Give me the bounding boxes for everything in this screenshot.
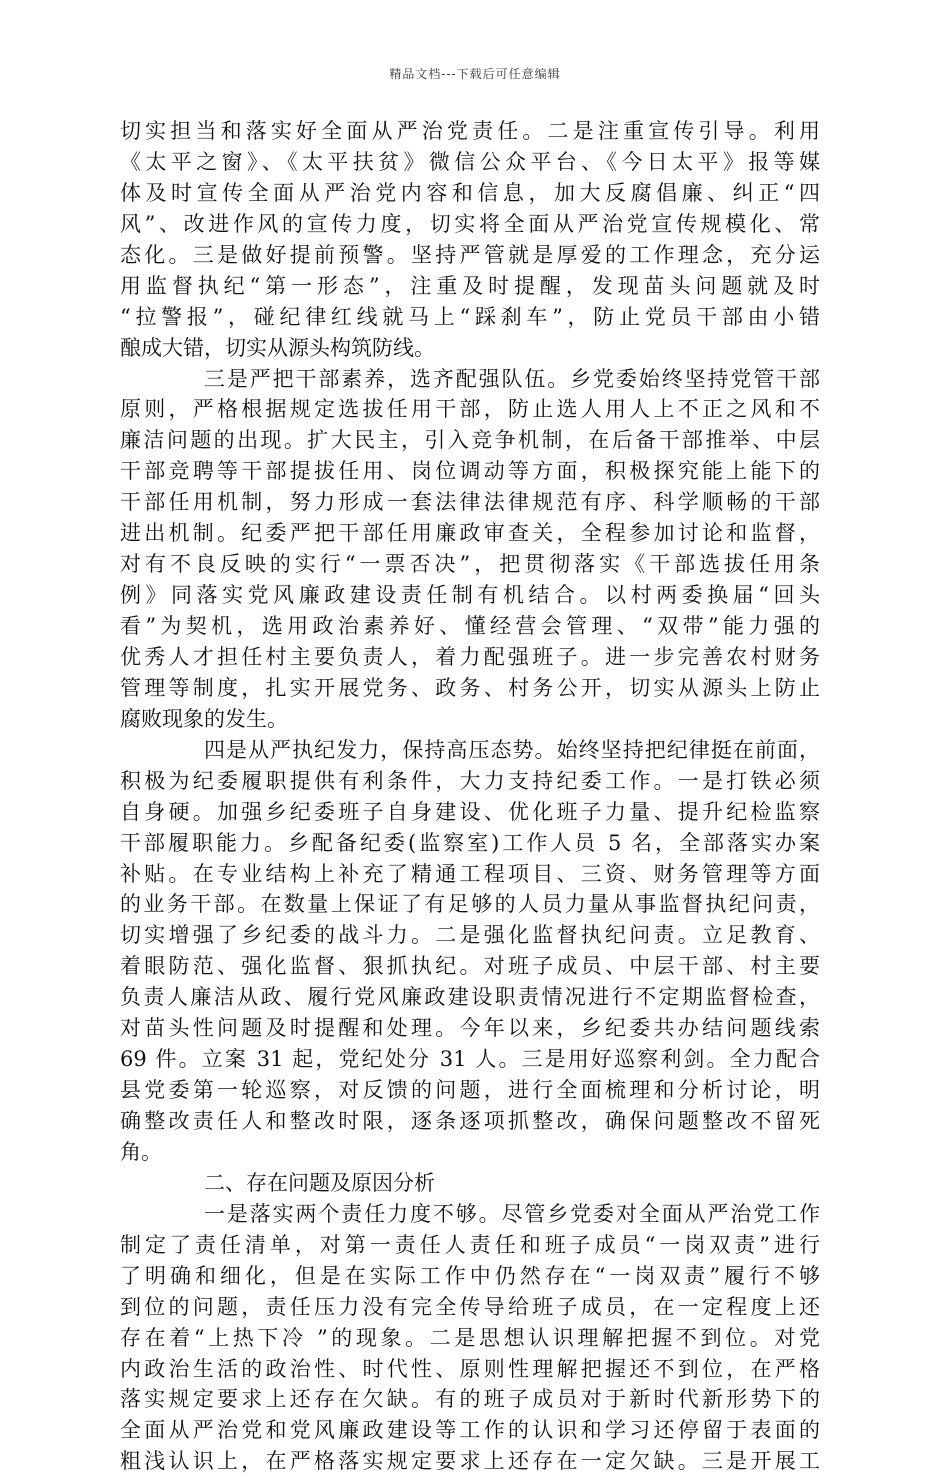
text-line: 腐败现象的发生。 (120, 706, 288, 731)
text-line: 干部履职能力。乡配备纪委(监察室)工作人员 5 名，全部落实办案 (120, 830, 820, 855)
text-line: 制定了责任清单，对第一责任人责任和班子成员“一岗双责”进行 (120, 1232, 820, 1257)
text-line: 负责人廉洁从政、履行党风廉政建设职责情况进行不定期监督检查， (120, 985, 820, 1010)
text-line: 风”、改进作风的宣传力度，切实将全面从严治党宣传规模化、常 (120, 211, 820, 236)
text-line: 三是严把干部素养，选齐配强队伍。乡党委始终坚持党管干部 (204, 366, 820, 391)
text-line: 例》同落实党风廉政建设责任制有机结合。以村两委换届“回头 (120, 583, 820, 608)
text-line: 干部竞聘等干部提拔任用、岗位调动等方面，积极探究能上能下的 (120, 459, 820, 484)
text-line: 对苗头性问题及时提醒和处理。今年以来，乡纪委共办结问题线索 (120, 1016, 820, 1041)
text-line: 存在着“上热下冷 ”的现象。二是思想认识理解把握不到位。对党 (120, 1325, 820, 1350)
text-line: 自身硬。加强乡纪委班子自身建设、优化班子力量、提升纪检监察 (120, 799, 820, 824)
text-line: 的业务干部。在数量上保证了有足够的人员力量从事监督执纪问责， (120, 892, 820, 917)
text-line: 原则，严格根据规定选拔任用干部，防止选人用人上不正之风和不 (120, 397, 820, 422)
section-heading: 二、存在问题及原因分析 (204, 1170, 435, 1195)
paragraph (120, 364, 820, 735)
text-line: 廉洁问题的出现。扩大民主，引入竞争机制，在后备干部推举、中层 (120, 428, 820, 453)
text-line: 了明确和细化，但是在实际工作中仍然存在“一岗双责”履行不够 (120, 1263, 820, 1288)
text-line: 看”为契机，选用政治素养好、懂经营会管理、“双带”能力强的 (120, 614, 820, 638)
text-line: 进出机制。纪委严把干部任用廉政审查关，全程参加讨论和监督， (120, 521, 820, 546)
page-header: 精品文档---下载后可任意编辑 (389, 67, 561, 81)
text-line: 管理等制度，扎实开展党务、政务、村务公开，切实从源头上防止 (120, 675, 820, 700)
text-line: 确整改责任人和整改时限，逐条逐项抓整改，确保问题整改不留死 (120, 1109, 820, 1133)
paragraph (120, 735, 820, 1168)
text-line: 一是落实两个责任力度不够。尽管乡党委对全面从严治党工作 (204, 1201, 820, 1226)
document-body (120, 116, 820, 1477)
text-line: 全面从严治党和党风廉政建设等工作的认识和学习还停留于表面的 (120, 1418, 820, 1443)
text-line: 切实担当和落实好全面从严治党责任。二是注重宣传引导。利用 (120, 119, 820, 143)
text-line: 角。 (120, 1139, 162, 1164)
text-line: 《太平之窗》、《太平扶贫》微信公众平台、《今日太平》报等媒 (120, 149, 820, 174)
text-line: 内政治生活的政治性、时代性、原则性理解把握还不到位，在严格 (120, 1356, 820, 1381)
text-line: 县党委第一轮巡察，对反馈的问题，进行全面梳理和分析讨论，明 (120, 1078, 820, 1103)
text-line: 落实规定要求上还存在欠缺。有的班子成员对于新时代新形势下的 (120, 1387, 820, 1412)
text-line: 优秀人才担任村主要负责人，着力配强班子。进一步完善农村财务 (120, 644, 820, 669)
text-line: 对有不良反映的实行“一票否决”，把贯彻落实《干部选拔任用条 (120, 552, 820, 577)
text-line: 补贴。在专业结构上补充了精通工程项目、三资、财务管理等方面 (120, 861, 820, 886)
text-line: “拉警报”，碰纪律红线就马上“踩刹车”，防止党员干部由小错 (120, 304, 820, 329)
text-line: 着眼防范、强化监督、狠抓执纪。对班子成员、中层干部、村主要 (120, 954, 820, 979)
paragraph (120, 116, 820, 364)
text-line: 态化。三是做好提前预警。坚持严管就是厚爱的工作理念，充分运 (120, 242, 820, 267)
text-line: 到位的问题，责任压力没有完全传导给班子成员，在一定程度上还 (120, 1294, 820, 1319)
text-line: 69 件。立案 31 起，党纪处分 31 人。三是用好巡察利剑。全力配合 (120, 1047, 820, 1072)
text-line: 切实增强了乡纪委的战斗力。二是强化监督执纪问责。立足教育、 (120, 923, 820, 948)
text-line: 四是从严执纪发力，保持高压态势。始终坚持把纪律挺在前面， (204, 737, 820, 762)
text-line: 干部任用机制，努力形成一套法律法律规范有序、科学顺畅的干部 (120, 490, 820, 515)
text-line: 体及时宣传全面从严治党内容和信息，加大反腐倡廉、纠正“四 (120, 180, 820, 205)
text-line: 积极为纪委履职提供有利条件，大力支持纪委工作。一是打铁必须 (120, 768, 820, 793)
text-line: 酿成大错，切实从源头构筑防线。 (120, 335, 435, 360)
paragraph (120, 1199, 820, 1477)
text-line: 粗浅认识上，在严格落实规定要求上还存在一定欠缺。三是开展工 (120, 1449, 820, 1474)
text-line: 用监督执纪“第一形态”，注重及时提醒，发现苗头问题就及时 (120, 273, 820, 298)
